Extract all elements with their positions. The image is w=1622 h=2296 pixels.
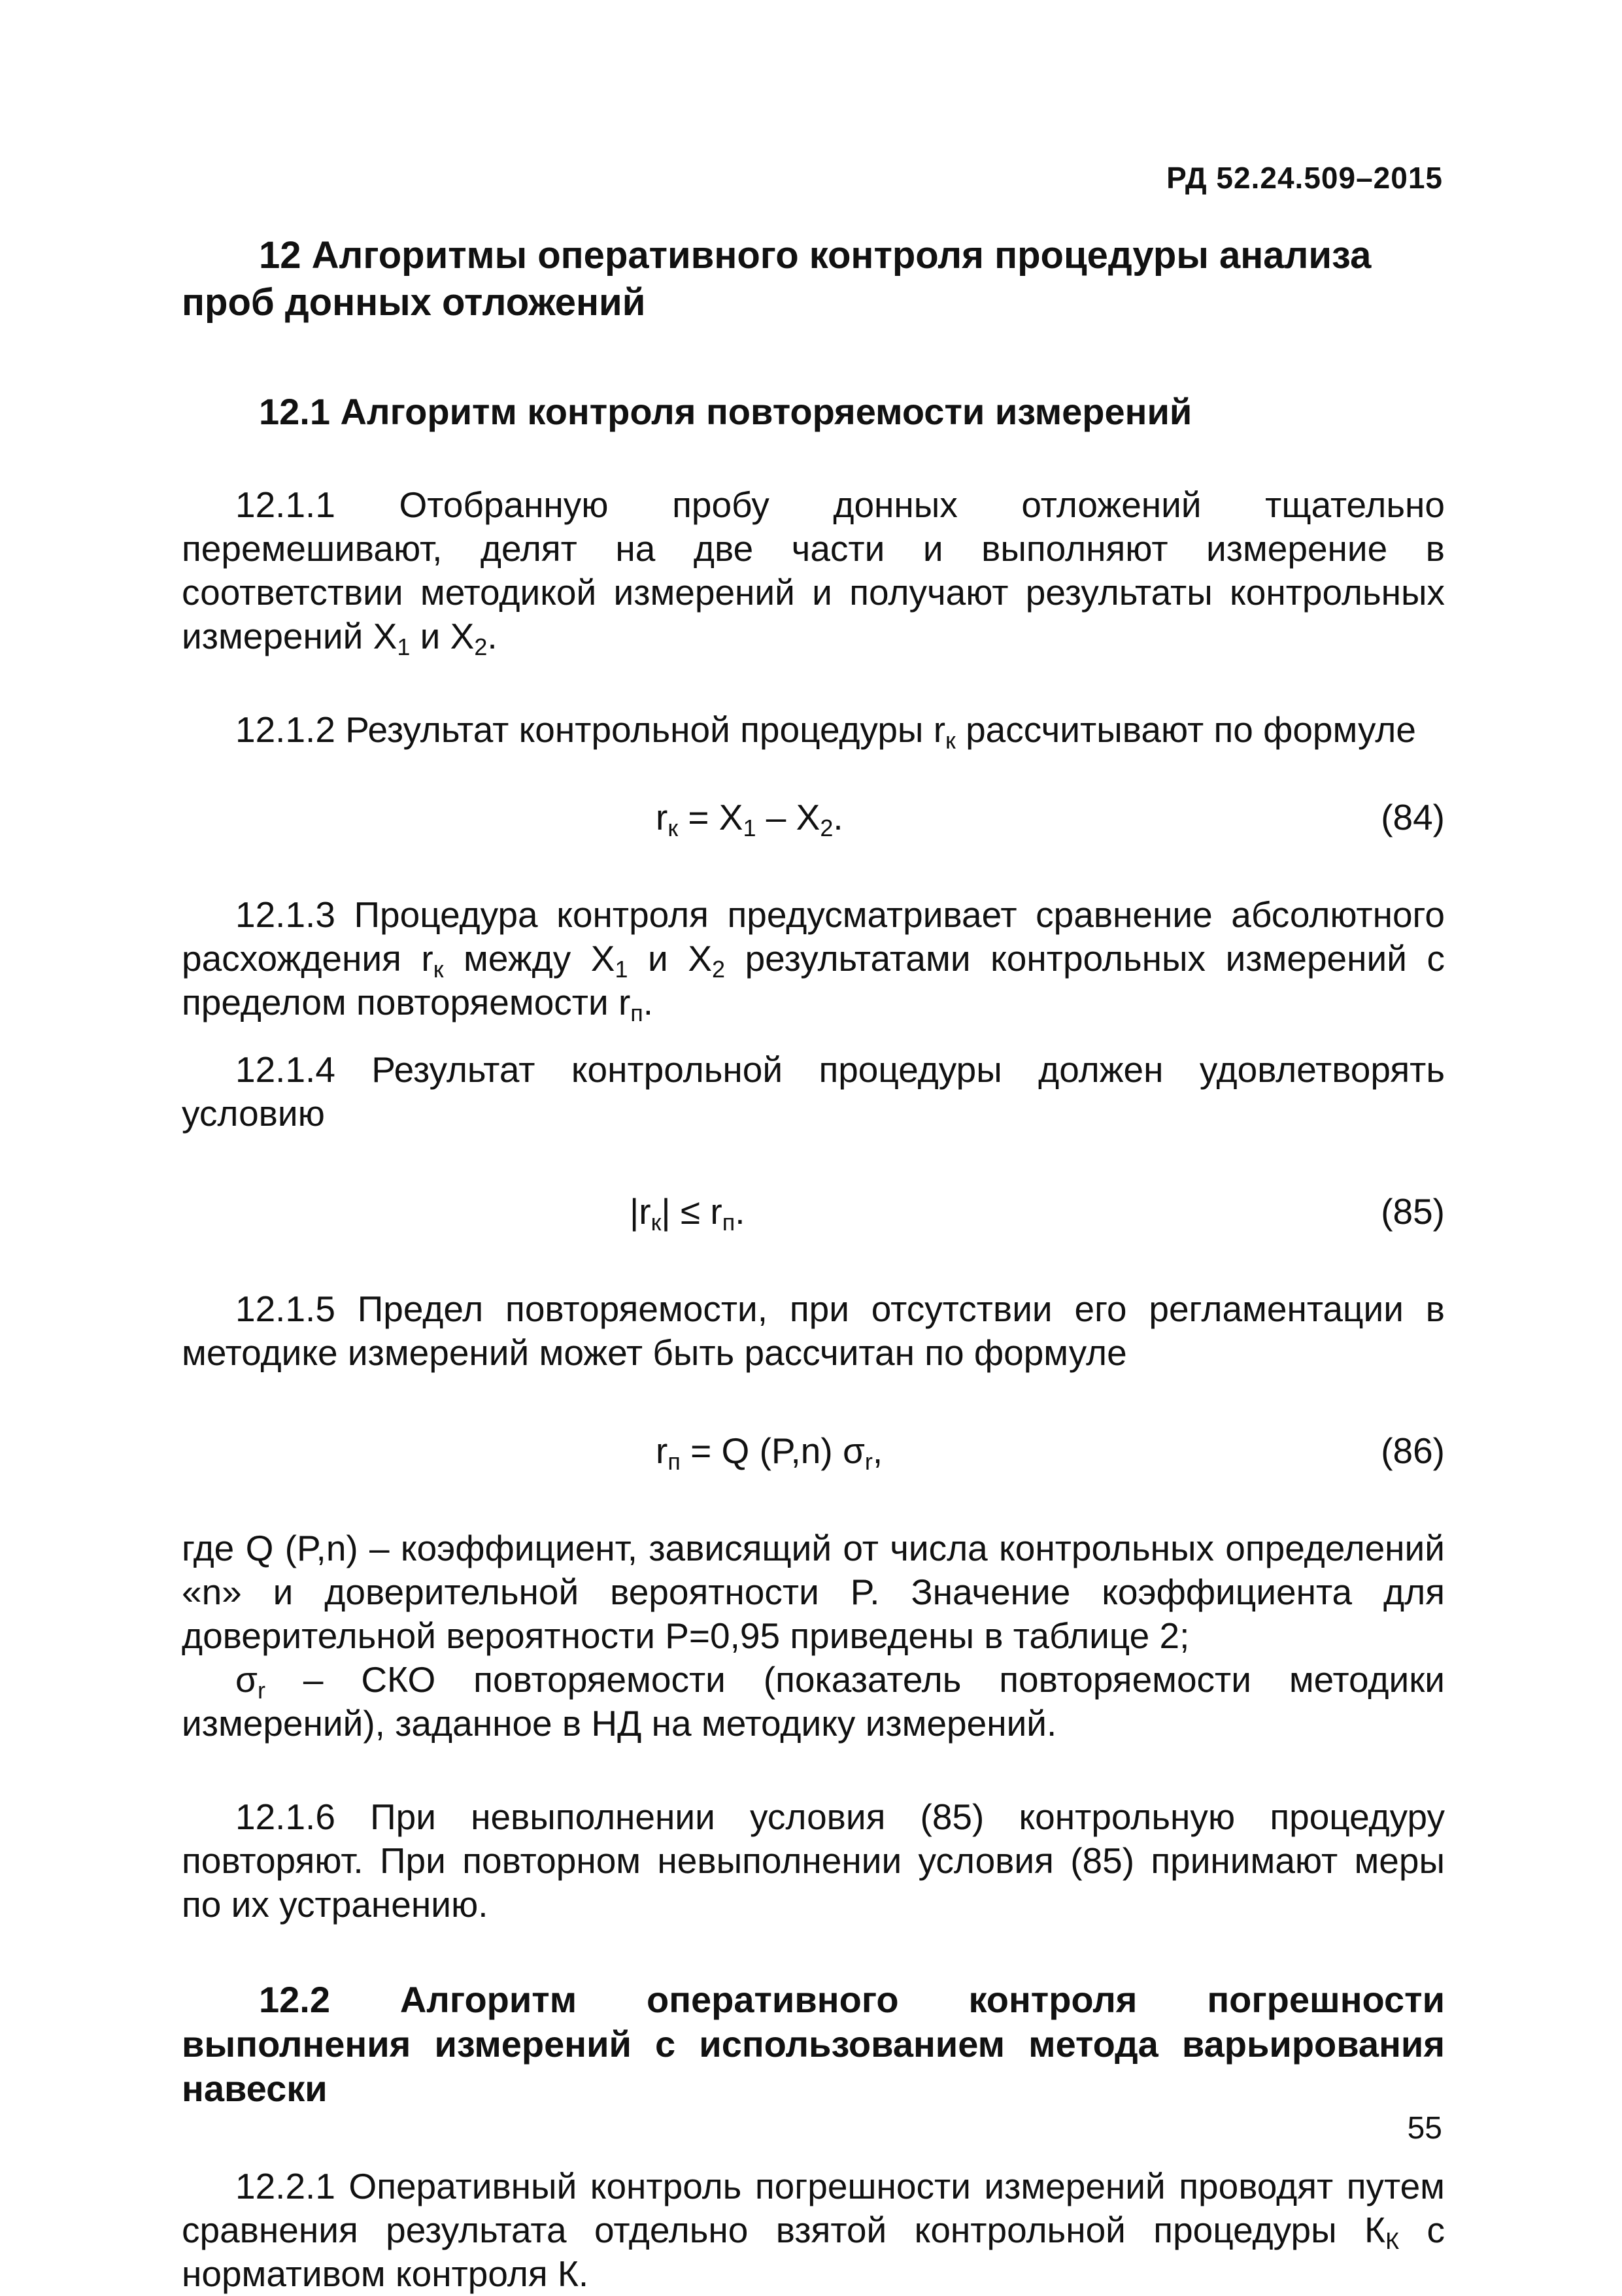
paragraph-12-2-1: 12.2.1 Оперативный контроль погрешности измерений проводят путем сравнения результата отдельно взятой контрольной процедуры $К_К$ с нормативом контроля К. (182, 2166, 1445, 2294)
page-number: 55 (1407, 2111, 1442, 2146)
section-12-1-heading: 12.1 Алгоритм контроля повторяемости измерений (259, 391, 1192, 432)
paragraph-12-1-3: 12.1.3 Процедура контроля предусматривает сравнение абсолютного расхождения $r_к$ между $X_1$ и $X_2$ результатами контрольных измерений с пределом повторяемости $r_п$. (182, 894, 1445, 1026)
paragraph-12-1-5: 12.1.5 Предел повторяемости, при отсутствии его регламентации в методике измерений может быть рассчитан по формуле (182, 1289, 1445, 1373)
page-content (182, 232, 1445, 2296)
document-code: РД 52.24.509–2015 (1166, 161, 1443, 195)
formula-85-number: (85) (1381, 1191, 1445, 1232)
formula-86-number: (86) (1381, 1430, 1445, 1471)
paragraph-sigma-definition: $\sigma_r$ – СКО повторяемости (показатель повторяемости методики измерений), заданное в НД на методику измерений. (182, 1659, 1445, 1744)
formula-84-number: (84) (1381, 797, 1445, 837)
formula-86 (182, 1425, 1445, 1477)
formula-84-expression: $r_к = X_1 - X_2$. (656, 797, 843, 841)
formula-84 (182, 791, 1445, 843)
paragraph-12-1-4: 12.1.4 Результат контрольной процедуры должен удовлетворять условию (182, 1049, 1445, 1134)
formula-85-expression: $|r_к| \le r_п$. (630, 1191, 745, 1236)
formula-85 (182, 1185, 1445, 1238)
section-12-heading: 12 Алгоритмы оперативного контроля процедуры анализа проб донных отложений (182, 234, 1372, 324)
paragraph-where-q: где Q (P,n) – коэффициент, зависящий от числа контрольных определений «n» и доверительной вероятности P. Значение коэффициента для доверительной вероятности P=0,95 приведены в таблице 2; (182, 1528, 1445, 1656)
paragraph-12-1-6: 12.1.6 При невыполнении условия (85) контрольную процедуру повторяют. При повторном невыполнении условия (85) принимают меры по их устранению. (182, 1797, 1445, 1925)
paragraph-12-1-1: 12.1.1 Отобранную пробу донных отложений тщательно перемешивают, делят на две части и выполняют измерение в соответствии методикой измерений и получают результаты контрольных измерений $X_1$ и $X_2$. (182, 484, 1445, 660)
section-12-2-heading: 12.2 Алгоритм оперативного контроля погрешности выполнения измерений с использованием метода варьирования навески (182, 1979, 1445, 2109)
paragraph-12-1-2: 12.1.2 Результат контрольной процедуры $r_к$ рассчитывают по формуле (235, 709, 1416, 754)
formula-86-expression: $r_п = Q$ (P,n) $\sigma_r$, (656, 1430, 883, 1475)
